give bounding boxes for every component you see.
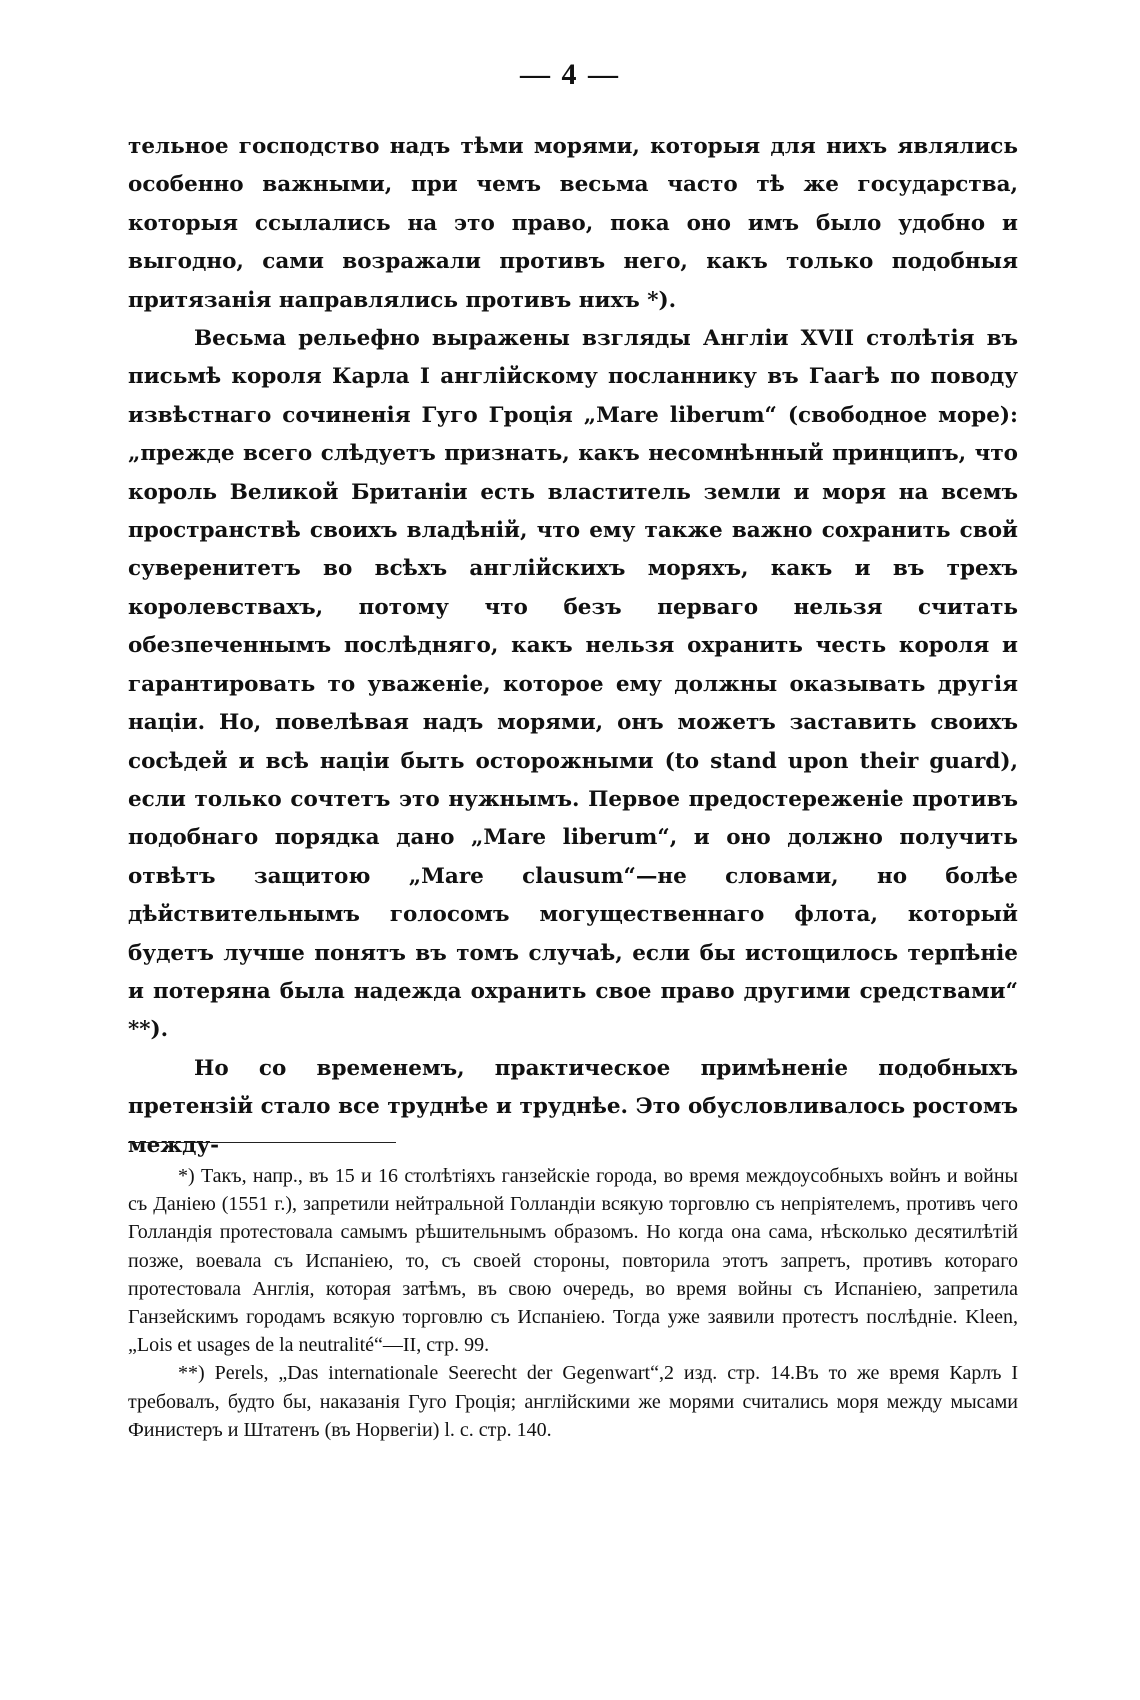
paragraph-continuation: тельное господство надъ тѣми морями, которыя для нихъ являлись особенно важными, при чемъ весьма часто тѣ же государства, которыя ссылались на это право, пока оно имъ было удобно и выгодно, сами возражали противъ него, какъ только подобныя притязанія направлялись противъ нихъ *). [128,134,1018,313]
footnote-divider [128,1142,396,1143]
footnote-1: *) Такъ, напр., въ 15 и 16 столѣтіяхъ ганзейскіе города, во время междоусобныхъ войнъ и войны съ Даніею (1551 г.), запретили нейтральной Голландіи всякую торговлю съ непріятелемъ, противъ чего Голландія протестовала самымъ рѣшительнымъ образомъ. Но когда она сама, нѣсколько десятилѣтій позже, воевала съ Испаніею, то, съ своей стороны, повторила этотъ запретъ, противъ котораго протестовала Англія, которая затѣмъ, въ свою очередь, во время войны съ Испаніею, запретила Ганзейскимъ городамъ всякую торговлю съ Испаніею. Тогда уже заявили протестъ послѣдніе. Kleen, „Lois et usages de la neutralité“—II, стр. 99. [128,1165,1018,1357]
paragraph-king-charles-letter: Весьма рельефно выражены взгляды Англіи XVII столѣтія въ письмѣ короля Карла I англійскому посланнику въ Гаагѣ по поводу извѣстнаго сочиненія Гуго Гроція „Mare liberum“ (свободное море): „прежде всего слѣдуетъ признать, какъ несомнѣнный принципъ, что король Великой Британіи есть властитель земли и моря на всемъ пространствѣ своихъ владѣній, что ему также важно сохранить свой суверенитетъ во всѣхъ англійскихъ моряхъ, какъ и въ трехъ королевствахъ, потому что безъ перваго нельзя считать обезпеченнымъ послѣдняго, какъ нельзя охранить честь короля и гарантировать то уваженіе, которое ему должны оказывать другія націи. Но, повелѣвая надъ морями, онъ можетъ заставить своихъ сосѣдей и всѣ націи быть осторожными (to stand upon their guard), если только сочтетъ это нужнымъ. Первое предостереженіе противъ подобнаго порядка дано „Mare liberum“, и оно должно получить отвѣтъ защитою „Mare clausum“—не словами, но болѣе дѣйствительнымъ голосомъ могущественнаго флота, который будетъ лучше понятъ въ томъ случаѣ, если бы истощилось терпѣніе и потеряна была надежда охранить свое право другими средствами“ **). [128,326,1018,1043]
paragraph-practical-application: Но со временемъ, практическое примѣненіе подобныхъ претензій стало все труднѣе и труднѣе. Это обусловливалось ростомъ между- [128,1055,1018,1158]
page-number: — 4 — [520,58,620,91]
main-text [128,128,1018,1165]
footnote-2: **) Perels, „Das internationale Seerecht der Gegenwart“,2 изд. стр. 14.Въ то же время Карлъ I требовалъ, будто бы, наказанія Гуго Гроція; англійскими же морями считались моря между мысами Финистеръ и Штатенъ (въ Норвегіи) l. c. стр. 140. [128,1362,1018,1441]
footnotes [128,1162,1018,1444]
